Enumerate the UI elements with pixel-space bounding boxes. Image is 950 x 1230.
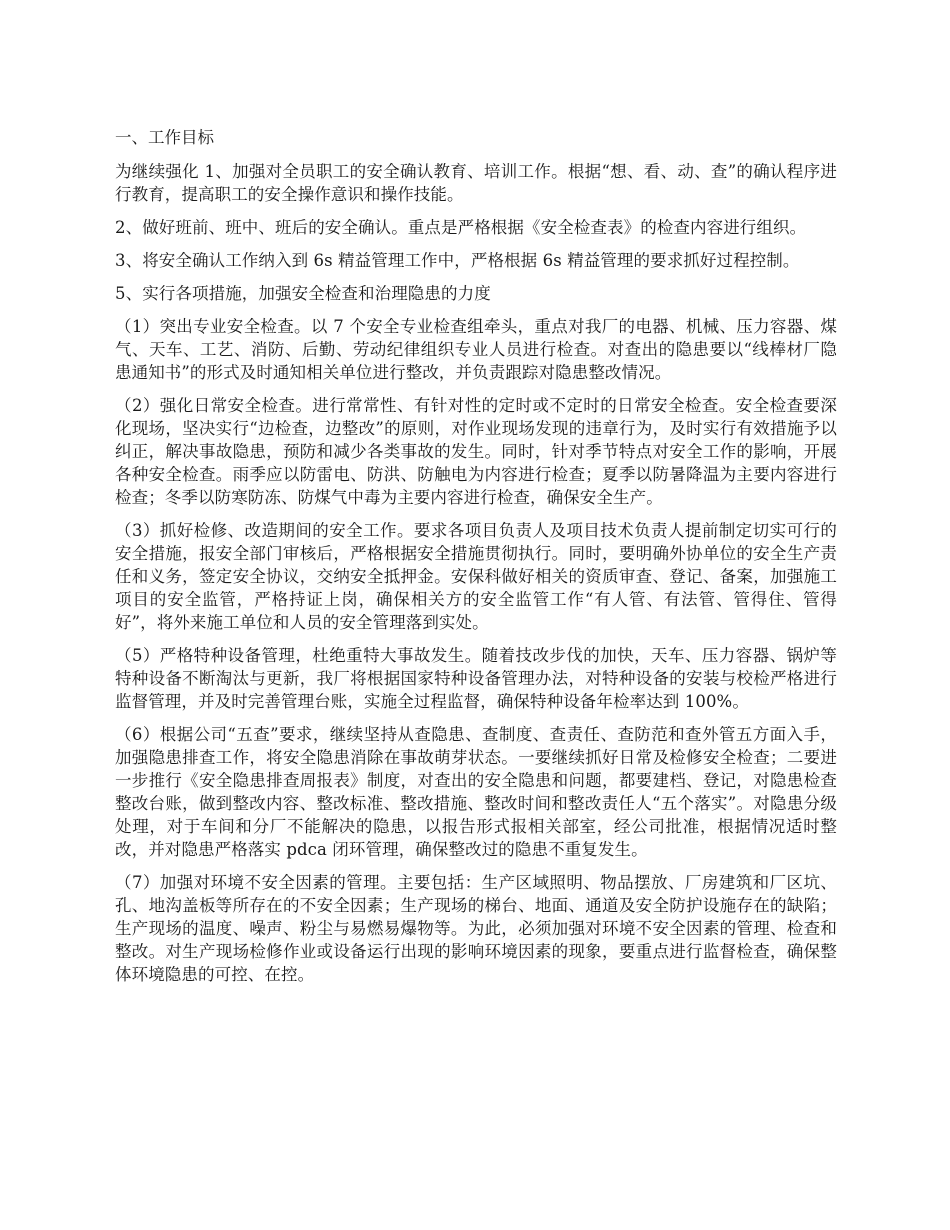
paragraph-7: （3）抓好检修、改造期间的安全工作。要求各项目负责人及项目技术负责人提前制定切实可行的安全措施，报安全部门审核后，严格根据安全措施贯彻执行。同时，要明确外协单位的安全生产责任和义务，签定安全协议，交纳安全抵押金。安保科做好相关的资质审查、登记、备案，加强施工项目的安全监管，严格持证上岗，确保相关方的安全监管工作“有人管、有法管、管得住、管得好”，将外来施工单位和人员的安全管理落到实处。: [115, 521, 837, 632]
paragraph-1: 为继续强化 1、加强对全员职工的安全确认教育、培训工作。根据“想、看、动、查”的确认程序进行教育，提高职工的安全操作意识和操作技能。: [115, 162, 837, 204]
paragraph-2: 2、做好班前、班中、班后的安全确认。重点是严格根据《安全检查表》的检查内容进行组织。: [115, 218, 807, 237]
paragraph-10: （7）加强对环境不安全因素的管理。主要包括：生产区域照明、物品摆放、厂房建筑和厂区坑、孔、地沟盖板等所存在的不安全因素；生产现场的梯台、地面、通道及安全防护设施存在的缺陷；生产现场的温度、噪声、粉尘与易燃易爆物等。为此，必须加强对环境不安全因素的管理、检查和整改。对生产现场检修作业或设备运行出现的影响环境因素的现象，要重点进行监督检查，确保整体环境隐患的可控、在控。: [115, 873, 837, 984]
paragraph-4: 5、实行各项措施，加强安全检查和治理隐患的力度: [115, 284, 491, 303]
paragraph-8: （5）严格特种设备管理，杜绝重特大事故发生。随着技改步伐的加快，天车、压力容器、锅炉等特种设备不断淘汰与更新，我厂将根据国家特种设备管理办法，对特种设备的安装与校检严格进行监督管理，并及时完善管理台账，实施全过程监督，确保特种设备年检率达到 100%。: [115, 646, 837, 711]
section-heading: 一、工作目标: [115, 128, 214, 147]
document-body: [115, 126, 837, 996]
paragraph-5: （1）突出专业安全检查。以 7 个安全专业检查组牵头，重点对我厂的电器、机械、压力容器、煤气、天车、工艺、消防、后勤、劳动纪律组织专业人员进行检查。对查出的隐患要以“线棒材厂隐患通知书”的形式及时通知相关单位进行整改，并负责跟踪对隐患整改情况。: [115, 317, 837, 382]
paragraph-6: （2）强化日常安全检查。进行常常性、有针对性的定时或不定时的日常安全检查。安全检查要深化现场，坚决实行“边检查，边整改”的原则，对作业现场发现的违章行为，及时实行有效措施予以纠正，解决事故隐患，预防和减少各类事故的发生。同时，针对季节特点对安全工作的影响，开展各种安全检查。雨季应以防雷电、防洪、防触电为内容进行检查；夏季以防暑降温为主要内容进行检查；冬季以防寒防冻、防煤气中毒为主要内容进行检查，确保安全生产。: [115, 396, 837, 507]
paragraph-9: （6）根据公司“五查”要求，继续坚持从查隐患、查制度、查责任、查防范和查外管五方面入手，加强隐患排查工作，将安全隐患消除在事故萌芽状态。一要继续抓好日常及检修安全检查；二要进一步推行《安全隐患排查周报表》制度，对查出的安全隐患和问题，都要建档、登记，对隐患检查整改台账，做到整改内容、整改标准、整改措施、整改时间和整改责任人“五个落实”。对隐患分级处理，对于车间和分厂不能解决的隐患，以报告形式报相关部室，经公司批准，根据情况适时整改，并对隐患严格落实 pdca 闭环管理，确保整改过的隐患不重复发生。: [115, 725, 837, 859]
paragraph-3: 3、将安全确认工作纳入到 6s 精益管理工作中，严格根据 6s 精益管理的要求抓好过程控制。: [115, 251, 800, 270]
